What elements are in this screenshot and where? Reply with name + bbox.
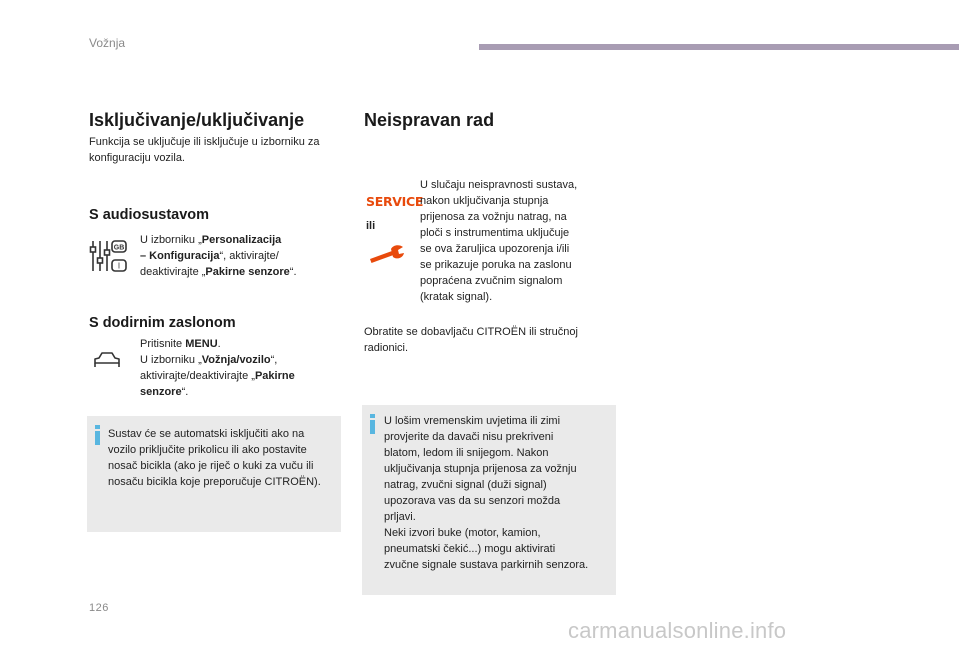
audio-settings-icon xyxy=(89,238,129,274)
car-icon xyxy=(92,350,122,370)
audio-heading: S audiosustavom xyxy=(89,207,210,223)
site-watermark: carmanualsonline.info xyxy=(568,618,787,643)
info-icon xyxy=(370,414,375,434)
page-number: 126 xyxy=(89,602,109,614)
info-icon xyxy=(95,425,100,445)
or-label: ili xyxy=(366,220,376,232)
section-title-right: Neispravan rad xyxy=(364,110,495,130)
running-header: Vožnja xyxy=(89,36,126,50)
wrench-warning-icon xyxy=(368,244,406,266)
svg-text:I: I xyxy=(117,261,121,271)
svg-text:GB: GB xyxy=(113,244,125,252)
header-bar xyxy=(479,44,959,50)
info-note-right-text: U lošim vremenskim uvjetima ili zimi provjerite da davači nisu prekriveni blatom, ledom ili snijegom. Nakon uključivanja stupnja prijenosa za vožnju natrag, zvučni signal (duži signal) upozorava vas da su senzori možda prljavi. Neki izvori buke (motor, kamion, pneumatski čekić...) mogu aktivirati zvučne signale sustava parkirnih senzora. xyxy=(384,415,589,571)
info-note-left-text: Sustav će se automatski isključiti ako na vozilo priključite prikolicu ili ako postavite nosač bicikla (ako je riječ o kuki za vuču ili nosaču bicikla koje preporučuje CITROËN). xyxy=(108,428,321,488)
audio-instructions: U izborniku „Personalizacija – Konfiguracija“, aktivirajte/ deaktivirajte „Pakirne senzore“. xyxy=(140,234,297,278)
section-title-left: Isključivanje/uključivanje xyxy=(89,110,305,130)
touch-heading: S dodirnim zaslonom xyxy=(89,315,236,331)
dealer-text: Obratite se dobavljaču CITROËN ili stručnoj radionici. xyxy=(364,326,578,354)
touch-instructions: Pritisnite MENU. U izborniku „Vožnja/vozilo“, aktivirajte/deaktivirajte „Pakirne senzore“. xyxy=(140,338,295,398)
intro-text: Funkcija se uključuje ili isključuje u izborniku za konfiguraciju vozila. xyxy=(89,136,320,164)
service-warning-icon: SERVICE xyxy=(366,194,424,209)
fault-description: U slučaju neispravnosti sustava, nakon uključivanja stupnja prijenosa za vožnju natrag, na ploči s instrumentima uključuje se ova žaruljica upozorenja i/ili se prikazuje poruka na zaslonu popraćena zvučnim signalom (kratak signal). xyxy=(420,179,578,303)
